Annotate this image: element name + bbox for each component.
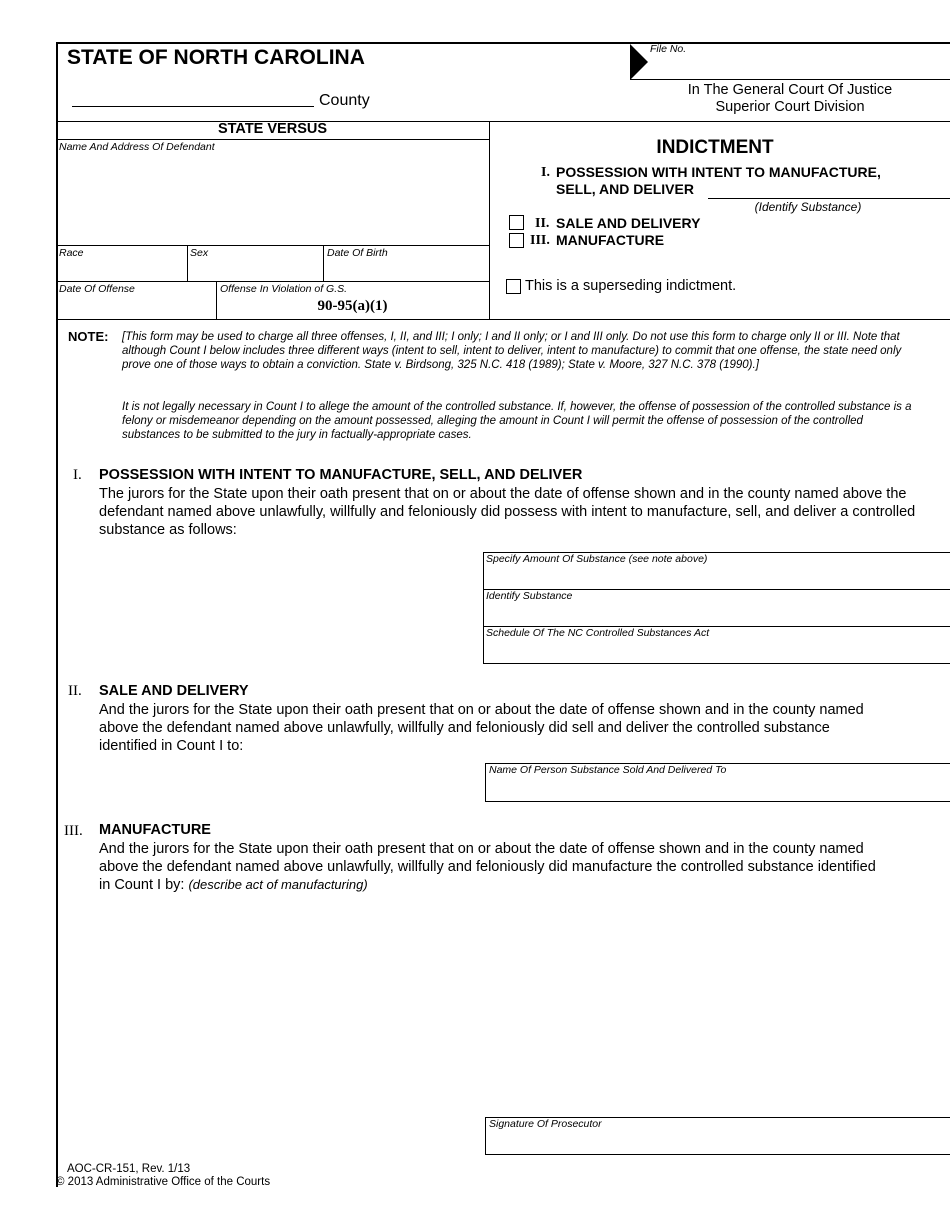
signature-field-bottom	[485, 1154, 950, 1155]
identify-substance-label: (Identify Substance)	[754, 200, 862, 214]
count1-header-line2: SELL, AND DELIVER	[556, 181, 694, 197]
race-label: Race	[59, 247, 84, 259]
note-paragraph-1: [This form may be used to charge all three offenses, I, II, and III; I only; I and II only; or I and III only. Do not use this form to charge only II or III. Note that although Count I below includes three different ways (intent to sell, intent to deliver, intent to manufacture) to commit that one offense, the state need only prove one of those ways to obtain a conviction. State v. Birdsong, 325 N.C. 418 (1989); State v. Moore, 327 N.C. 378 (1990).]	[122, 331, 902, 371]
court-line1: In The General Court Of Justice	[687, 82, 893, 98]
count3-checkbox[interactable]	[509, 233, 524, 248]
amount-field[interactable]	[484, 568, 950, 589]
manufacturing-description-area[interactable]	[99, 900, 919, 1100]
name-address-label: Name And Address Of Defendant	[59, 141, 215, 153]
date-offense-label: Date Of Offense	[59, 283, 135, 295]
count3-body	[99, 840, 889, 894]
file-no-label: File No.	[650, 43, 687, 55]
person-field-bottom	[485, 801, 950, 802]
offense-row-line	[56, 281, 489, 282]
offense-gs-label: Offense In Violation of G.S.	[220, 283, 348, 295]
signature-label: Signature Of Prosecutor	[489, 1118, 602, 1130]
state-title: STATE OF NORTH CAROLINA	[67, 46, 365, 69]
superseding-checkbox[interactable]	[506, 279, 521, 294]
schedule-label: Schedule Of The NC Controlled Substances Act	[486, 627, 710, 639]
identify-substance-line[interactable]	[708, 198, 950, 199]
count1-numeral-header: I.	[541, 165, 550, 180]
superseding-label: This is a superseding indictment.	[525, 278, 737, 294]
count2-header-label: SALE AND DELIVERY	[556, 215, 701, 231]
state-versus-title: STATE VERSUS	[217, 121, 328, 137]
county-blank-line[interactable]	[72, 106, 314, 107]
race-sex-divider	[187, 245, 188, 281]
count2-numeral-header: II.	[535, 216, 550, 231]
count2-numeral: II.	[68, 683, 82, 699]
identify-field[interactable]	[484, 605, 950, 626]
schedule-field[interactable]	[484, 642, 950, 663]
count3-heading: MANUFACTURE	[99, 822, 211, 838]
count1-numeral: I.	[73, 467, 82, 483]
note-label: NOTE:	[68, 329, 109, 344]
count3-numeral-header: III.	[530, 233, 550, 248]
amount-label: Specify Amount Of Substance (see note above)	[486, 553, 708, 565]
top-border	[56, 42, 950, 44]
race-row-line	[56, 245, 489, 246]
state-versus-underline	[56, 139, 489, 140]
count3-header-label: MANUFACTURE	[556, 232, 665, 248]
county-label: County	[319, 92, 370, 109]
file-no-arrow-icon	[630, 44, 648, 80]
count3-describe-hint: (describe act of manufacturing)	[188, 877, 368, 892]
file-no-line[interactable]	[630, 79, 950, 80]
copyright: © 2013 Administrative Office of the Courts	[56, 1176, 271, 1188]
count2-heading: SALE AND DELIVERY	[99, 683, 249, 699]
count1-heading: POSSESSION WITH INTENT TO MANUFACTURE, SELL, AND DELIVER	[99, 467, 583, 483]
sex-label: Sex	[190, 247, 209, 259]
form-number: AOC-CR-151, Rev. 1/13	[67, 1163, 191, 1175]
count2-checkbox[interactable]	[509, 215, 524, 230]
count1-body: The jurors for the State upon their oath present that on or about the date of offense shown and in the county named above the defendant named above unlawfully, willfully and feloniously did possess with intent to manufacture, sell, and deliver a controlled substance as follows:	[99, 486, 916, 538]
person-label: Name Of Person Substance Sold And Delivered To	[489, 764, 727, 776]
note-paragraph-2: It is not legally necessary in Count I to allege the amount of the controlled substance. If, however, the offense of possession of the controlled substance is a felony or misdemeanor depending on the amount possessed, alleging the amount in Count I will permit the offense of possession of the controlled substances to be submitted to the jury in factually-appropriate cases.	[122, 401, 912, 441]
identify-label: Identify Substance	[486, 590, 573, 602]
count1-header-line1: POSSESSION WITH INTENT TO MANUFACTURE,	[556, 164, 881, 180]
count3-body-text: And the jurors for the State upon their oath present that on or about the date of offense shown and in the county named above the defendant named above unlawfully, willfully and feloniously did manufacture the controlled substance identified in Count I by:	[99, 841, 876, 893]
count2-body: And the jurors for the State upon their oath present that on or about the date of offense shown and in the county named above the defendant named above unlawfully, willfully and feloniously did sell and deliver the controlled substance identified in Count I to:	[99, 702, 864, 754]
count3-numeral: III.	[64, 823, 83, 839]
court-line2: Superior Court Division	[715, 99, 865, 115]
signature-field[interactable]	[486, 1133, 950, 1153]
schedule-bottom-line	[483, 663, 950, 664]
left-border	[56, 42, 58, 1187]
dob-label: Date Of Birth	[327, 247, 388, 259]
indictment-title: INDICTMENT	[656, 137, 774, 158]
person-field[interactable]	[486, 779, 950, 800]
box-bottom-line	[56, 319, 950, 320]
sex-dob-divider	[323, 245, 324, 281]
offense-gs-value: 90-95(a)(1)	[317, 298, 388, 314]
